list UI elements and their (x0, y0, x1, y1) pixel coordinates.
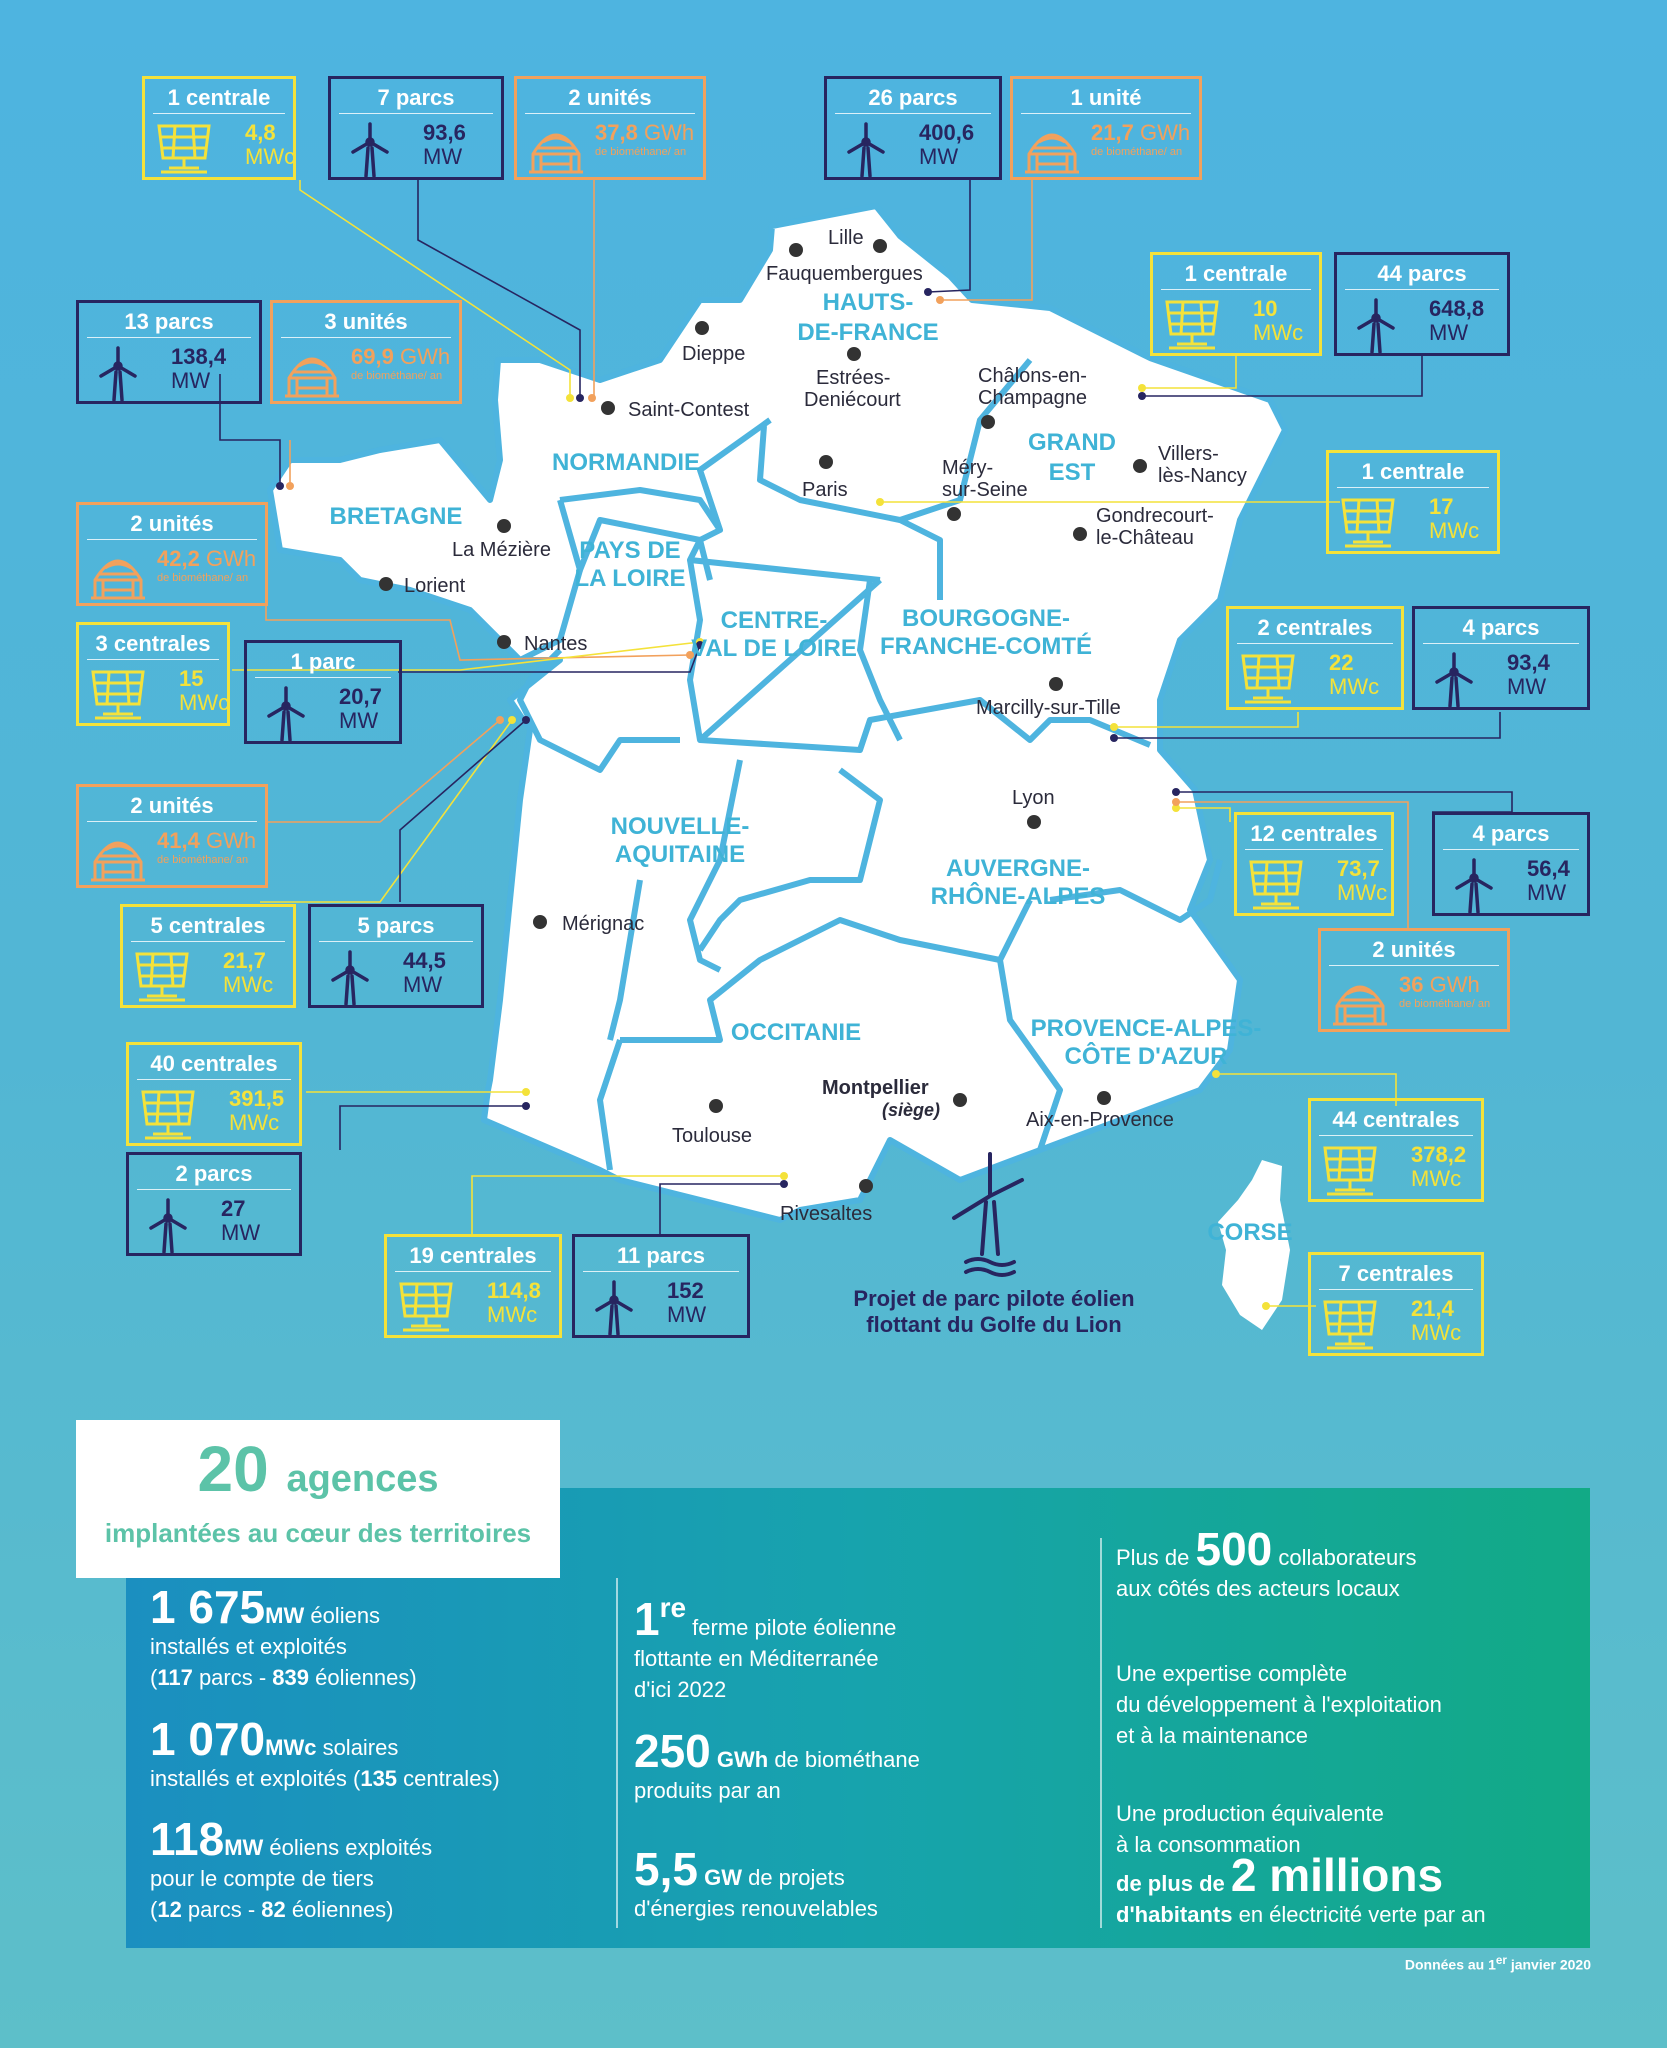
box-value: 69,9 GWh (351, 344, 451, 369)
stat-biogas (634, 1725, 920, 1806)
city-villers-2: lès-Nancy (1158, 465, 1247, 487)
box-body (145, 114, 296, 180)
wind-info-box (1334, 252, 1510, 356)
city-lyon: Lyon (1012, 787, 1055, 809)
box-title: 19 centrales (395, 1241, 551, 1272)
box-title: 1 centrale (1161, 259, 1311, 290)
box-unit: MWc (245, 144, 296, 169)
wind-turbine-icon (87, 344, 149, 402)
sun-info-box (1308, 1098, 1484, 1202)
box-unit: de biométhane/ an (351, 370, 443, 382)
biogas-dome-icon (87, 828, 149, 886)
stat-pilot-text1: ferme pilote éolienne (686, 1615, 897, 1640)
city-montpellier: Montpellier (822, 1077, 929, 1099)
stat-projects-text2: d'énergies renouvelables (634, 1896, 878, 1921)
region-paca-1: PROVENCE-ALPES- (1030, 1015, 1262, 1042)
box-unit: MW (919, 144, 959, 169)
wind-info-box (824, 76, 1002, 180)
box-title: 2 unités (87, 509, 257, 540)
wind-turbine-icon (1345, 296, 1407, 354)
wind-turbine-icon (1423, 650, 1485, 708)
region-paca-2: CÔTE D'AZUR (1064, 1043, 1228, 1070)
box-body (129, 1190, 299, 1256)
sun-info-box (126, 1042, 302, 1146)
box-title: 26 parcs (835, 83, 991, 114)
box-value: 93,6 (423, 120, 466, 145)
box-body (273, 338, 459, 404)
box-title: 3 centrales (87, 629, 219, 660)
stat-biogas-text1: de biométhane (768, 1747, 920, 1772)
stat-third-number: 118 (150, 1813, 225, 1865)
stat-homes (1116, 1798, 1486, 1930)
city-toulouse: Toulouse (672, 1125, 753, 1147)
box-body (79, 540, 265, 606)
box-value: 73,7 (1337, 856, 1380, 881)
sun-info-box (1234, 812, 1394, 916)
solar-panel-icon (131, 948, 193, 1006)
region-na-2: AQUITAINE (614, 841, 746, 868)
box-unit: MW (1507, 674, 1547, 699)
stat-homes-text4b: en électricité verte par an (1232, 1902, 1486, 1927)
stat-projects-number: 5,5 (634, 1843, 698, 1895)
region-grand-est-2: EST (1048, 459, 1096, 486)
wind-turbine-icon (255, 684, 317, 742)
city-merignac: Mérignac (562, 913, 645, 935)
stat-wind-end: éoliennes) (309, 1665, 417, 1690)
wind-info-box (1412, 606, 1590, 710)
box-value: 56,4 (1527, 856, 1570, 881)
region-pdl-2: LA LOIRE (574, 565, 686, 592)
city-la-meziere: La Mézière (452, 539, 551, 561)
stat-staff (1116, 1523, 1417, 1604)
box-body (129, 1080, 299, 1146)
box-body (247, 678, 399, 744)
box-gwh: GWh (1139, 120, 1191, 145)
box-unit: MWc (223, 972, 274, 997)
stat-wind-unit: MW (265, 1603, 305, 1628)
box-title: 3 unités (281, 307, 451, 338)
box-title: 1 centrale (1337, 457, 1489, 488)
box-title: 2 centrales (1237, 613, 1393, 644)
stat-expertise-text2: du développement à l'exploitation (1116, 1692, 1442, 1717)
stat-homes-text3: de plus de (1116, 1871, 1231, 1896)
box-unit: MWc (1429, 518, 1480, 543)
pilot-project (853, 1154, 1134, 1337)
box-value: 41,4 GWh (157, 828, 257, 853)
stat-pilot-text2: flottante en Méditerranée (634, 1646, 879, 1671)
stat-staff-a: Plus de (1116, 1545, 1196, 1570)
agencies-number: 20 (197, 1433, 269, 1505)
city-gondrecourt-2: le-Château (1096, 527, 1194, 549)
stat-expertise-text3: et à la maintenance (1116, 1723, 1309, 1748)
box-value: 42,2 GWh (157, 546, 257, 571)
wind-turbine-icon (583, 1278, 645, 1336)
box-unit: de biométhane/ an (1091, 146, 1183, 158)
stat-pilot-number: 1 (634, 1593, 660, 1645)
stat-wind-paren: ( (150, 1665, 158, 1690)
stat-staff-number: 500 (1195, 1523, 1273, 1575)
wind-info-box (76, 300, 262, 404)
wind-info-box (244, 640, 402, 744)
box-title: 7 parcs (339, 83, 493, 114)
box-title: 2 parcs (137, 1159, 291, 1190)
stat-wind-text1: éoliens (304, 1603, 381, 1628)
stat-third (150, 1813, 433, 1925)
box-title: 2 unités (1329, 935, 1499, 966)
city-mery-1: Méry- (942, 457, 994, 479)
region-cvl-1: CENTRE- (720, 607, 828, 634)
box-title: 1 parc (255, 647, 391, 678)
city-aix: Aix-en-Provence (1026, 1109, 1174, 1131)
box-body (517, 114, 703, 180)
box-value: 20,7 (339, 684, 382, 709)
solar-panel-icon (87, 666, 149, 724)
box-value: 22 (1329, 650, 1354, 675)
stat-homes-text2: à la consommation (1116, 1832, 1301, 1857)
stat-solar (150, 1713, 500, 1794)
solar-panel-icon (153, 120, 215, 178)
box-value: 114,8 (487, 1278, 541, 1303)
wind-info-box (328, 76, 504, 180)
box-title: 2 unités (525, 83, 695, 114)
box-value: 648,8 (1429, 296, 1485, 321)
bio-info-box (1318, 928, 1510, 1032)
city-estrees-2: Deniécourt (804, 389, 901, 411)
box-body (1415, 644, 1587, 710)
box-body (1153, 290, 1319, 356)
box-title: 11 parcs (583, 1241, 739, 1272)
box-title: 4 parcs (1423, 613, 1579, 644)
stat-expertise-text1: Une expertise complète (1116, 1661, 1348, 1686)
box-body (123, 942, 293, 1008)
wind-info-box (1432, 812, 1590, 916)
biogas-dome-icon (87, 546, 149, 604)
city-gondrecourt-1: Gondrecourt- (1096, 505, 1214, 527)
box-unit: de biométhane/ an (595, 146, 687, 158)
box-value: 21,7 (223, 948, 266, 973)
stat-solar-text2: installés et exploités ( (150, 1766, 361, 1791)
box-title: 7 centrales (1319, 1259, 1473, 1290)
stat-pilot (634, 1592, 896, 1705)
box-body (79, 822, 265, 888)
city-siege: (siège) (882, 1100, 941, 1120)
box-value: 391,5 (229, 1086, 285, 1111)
wind-info-box (308, 904, 484, 1008)
note-sup: er (1495, 1954, 1507, 1967)
stat-homes-text1: Une production équivalente (1116, 1801, 1384, 1826)
region-hdf-1: HAUTS- (822, 289, 914, 316)
city-mery-2: sur-Seine (942, 479, 1028, 501)
sun-info-box (1308, 1252, 1484, 1356)
box-value: 138,4 (171, 344, 227, 369)
stat-wind-parks: 117 (157, 1665, 193, 1690)
box-title: 1 unité (1021, 83, 1191, 114)
biogas-dome-icon (1021, 120, 1083, 178)
region-cvl-2: VAL DE LOIRE (691, 635, 857, 662)
pilot-line1: Projet de parc pilote éolien (853, 1286, 1135, 1311)
box-title: 13 parcs (87, 307, 251, 338)
wind-turbine-icon (835, 120, 897, 178)
region-bretagne: BRETAGNE (329, 503, 463, 530)
sun-info-box (120, 904, 296, 1008)
sun-info-box (1326, 450, 1500, 554)
box-value: 15 (179, 666, 204, 691)
box-unit: MWc (1411, 1166, 1462, 1191)
stat-pilot-sup: re (659, 1592, 687, 1623)
solar-panel-icon (1161, 296, 1223, 354)
agencies-word: agences (286, 1458, 439, 1500)
pilot-line2: flottant du Golfe du Lion (866, 1312, 1122, 1337)
city-chalons-1: Châlons-en- (978, 365, 1087, 387)
box-title: 44 parcs (1345, 259, 1499, 290)
stat-wind-sep: parcs - (192, 1665, 273, 1690)
box-unit: de biométhane/ an (157, 572, 249, 584)
box-unit: MW (667, 1302, 707, 1327)
biogas-dome-icon (525, 120, 587, 178)
box-value: 44,5 (403, 948, 446, 973)
box-unit: MW (339, 708, 379, 733)
box-unit: MW (423, 144, 463, 169)
stat-pilot-text3: d'ici 2022 (634, 1677, 727, 1702)
stat-homes-number: 2 millions (1230, 1849, 1444, 1901)
box-body (827, 114, 999, 180)
stat-wind-turbines: 839 (272, 1665, 310, 1690)
bio-info-box (270, 300, 462, 404)
solar-panel-icon (137, 1086, 199, 1144)
divider (1100, 1538, 1102, 1928)
box-unit: MWc (1329, 674, 1380, 699)
box-body (1311, 1136, 1481, 1202)
sun-info-box (1226, 606, 1404, 710)
box-value: 10 (1253, 296, 1278, 321)
box-value: 400,6 (919, 120, 975, 145)
box-gwh: GWh (643, 120, 695, 145)
box-unit: de biométhane/ an (157, 854, 249, 866)
box-value: 17 (1429, 494, 1454, 519)
region-bfc-2: FRANCHE-COMTÉ (880, 633, 1092, 660)
box-gwh: GWh (205, 828, 257, 853)
sun-info-box (384, 1234, 562, 1338)
solar-panel-icon (395, 1278, 457, 1336)
stat-biogas-number: 250 (634, 1725, 711, 1777)
stat-projects-text1: de projets (741, 1865, 845, 1890)
box-gwh: GWh (205, 546, 257, 571)
stat-projects (634, 1843, 878, 1924)
stat-wind-number: 1 675 (150, 1581, 266, 1633)
bio-info-box (76, 784, 268, 888)
box-body (79, 338, 259, 404)
box-value: 378,2 (1411, 1142, 1467, 1167)
region-ara-2: RHÔNE-ALPES (930, 883, 1106, 910)
city-fauquembergues: Fauquembergues (766, 263, 923, 285)
box-body (311, 942, 481, 1008)
box-unit: MWc (1337, 880, 1388, 905)
box-value: 4,8 (245, 120, 276, 145)
biogas-dome-icon (281, 344, 343, 402)
stat-solar-count: 135 (360, 1766, 398, 1791)
box-value: 21,4 (1411, 1296, 1454, 1321)
biogas-dome-icon (1329, 972, 1391, 1030)
box-body (1329, 488, 1497, 554)
box-unit: de biométhane/ an (1399, 998, 1491, 1010)
box-unit: MW (221, 1220, 261, 1245)
bio-info-box (514, 76, 706, 180)
box-body (1237, 850, 1391, 916)
city-saint-contest: Saint-Contest (628, 399, 750, 421)
box-value: 21,7 GWh (1091, 120, 1191, 145)
wind-info-box (572, 1234, 750, 1338)
stat-solar-number: 1 070 (150, 1713, 266, 1765)
box-title: 5 centrales (131, 911, 285, 942)
city-chalons-2: Champagne (978, 387, 1087, 409)
box-body (1311, 1290, 1481, 1356)
solar-panel-icon (1319, 1296, 1381, 1354)
bio-info-box (76, 502, 268, 606)
region-pdl-1: PAYS DE (579, 537, 681, 564)
solar-panel-icon (1245, 856, 1307, 914)
box-value: 152 (667, 1278, 704, 1303)
stat-third-text1: éoliens exploités (263, 1835, 433, 1860)
region-occitanie: OCCITANIE (730, 1019, 862, 1046)
stat-biogas-unit: GWh (716, 1747, 769, 1772)
stat-solar-text1: solaires (316, 1735, 399, 1760)
box-body (1321, 966, 1507, 1032)
box-unit: MW (1527, 880, 1567, 905)
box-unit: MW (1429, 320, 1469, 345)
region-corse: CORSE (1207, 1219, 1293, 1246)
box-unit: MWc (179, 690, 230, 715)
box-body (1435, 850, 1587, 916)
city-villers-1: Villers- (1158, 443, 1219, 465)
city-marcilly: Marcilly-sur-Tille (976, 697, 1121, 719)
box-value: 36 GWh (1399, 972, 1480, 997)
box-body (387, 1272, 559, 1338)
box-title: 44 centrales (1319, 1105, 1473, 1136)
box-title: 12 centrales (1245, 819, 1383, 850)
box-body (1229, 644, 1401, 710)
bio-info-box (1010, 76, 1202, 180)
wind-turbine-icon (137, 1196, 199, 1254)
box-unit: MWc (1411, 1320, 1462, 1345)
city-nantes: Nantes (524, 633, 588, 655)
stat-staff-b: collaborateurs (1272, 1545, 1417, 1570)
stat-biogas-text2: produits par an (634, 1778, 781, 1803)
stat-staff-text2: aux côtés des acteurs locaux (1116, 1576, 1400, 1601)
box-body (1337, 290, 1507, 356)
region-ara-1: AUVERGNE- (945, 855, 1091, 882)
box-title: 5 parcs (319, 911, 473, 942)
box-gwh: GWh (399, 344, 451, 369)
box-title: 1 centrale (153, 83, 285, 114)
region-normandie: NORMANDIE (552, 449, 700, 476)
stat-solar-end: centrales) (397, 1766, 500, 1791)
box-title: 40 centrales (137, 1049, 291, 1080)
region-na-1: NOUVELLE- (610, 813, 750, 840)
city-paris: Paris (802, 479, 848, 501)
region-hdf-2: DE-FRANCE (797, 319, 939, 346)
stat-wind (150, 1581, 417, 1693)
box-body (1013, 114, 1199, 180)
agencies-subtitle: implantées au cœur des territoires (104, 1518, 532, 1548)
sun-info-box (76, 622, 230, 726)
stat-third-text2: pour le compte de tiers (150, 1866, 374, 1891)
stat-homes-text4a: d'habitants (1116, 1902, 1233, 1927)
box-gwh: GWh (1429, 972, 1480, 997)
stat-third-unit: MW (224, 1835, 264, 1860)
agencies-headline (76, 1434, 560, 1514)
sun-info-box (142, 76, 296, 180)
box-unit: MWc (1253, 320, 1304, 345)
note-b: janvier 2020 (1506, 1956, 1591, 1973)
stat-third-sep: parcs - (181, 1897, 262, 1922)
stat-wind-text2: installés et exploités (150, 1634, 347, 1659)
region-grand-est-1: GRAND (1028, 429, 1116, 456)
data-date-note (1405, 1954, 1591, 1973)
box-unit: MW (403, 972, 443, 997)
stat-third-paren: ( (150, 1897, 158, 1922)
region-bfc-1: BOURGOGNE- (902, 605, 1070, 632)
solar-panel-icon (1237, 650, 1299, 708)
sun-info-box (1150, 252, 1322, 356)
solar-panel-icon (1337, 494, 1399, 552)
stat-third-turbines: 82 (261, 1897, 286, 1922)
wind-turbine-icon (339, 120, 401, 178)
divider (616, 1578, 618, 1928)
note-a: Données au 1 (1404, 1956, 1496, 1973)
box-value: 93,4 (1507, 650, 1550, 675)
box-body (79, 660, 230, 726)
stat-solar-unit: MWc (265, 1735, 317, 1760)
wind-info-box (126, 1152, 302, 1256)
stat-third-parks: 12 (157, 1897, 182, 1922)
city-lorient: Lorient (404, 575, 466, 597)
box-value: 37,8 GWh (595, 120, 695, 145)
box-body (331, 114, 501, 180)
box-body (575, 1272, 747, 1338)
stat-projects-unit: GW (704, 1865, 742, 1890)
box-unit: MWc (487, 1302, 538, 1327)
box-value: 27 (221, 1196, 246, 1221)
wind-turbine-icon (1443, 856, 1505, 914)
city-estrees-1: Estrées- (816, 367, 891, 389)
stat-third-end: éoliennes) (285, 1897, 394, 1922)
wind-turbine-icon (319, 948, 381, 1006)
box-title: 4 parcs (1443, 819, 1579, 850)
city-dieppe: Dieppe (682, 343, 746, 365)
city-rivesaltes: Rivesaltes (780, 1203, 873, 1225)
solar-panel-icon (1319, 1142, 1381, 1200)
agencies-card (76, 1420, 560, 1578)
box-unit: MW (171, 368, 211, 393)
city-lille: Lille (828, 227, 864, 249)
box-unit: MWc (229, 1110, 280, 1135)
stat-expertise (1116, 1658, 1442, 1751)
box-title: 2 unités (87, 791, 257, 822)
